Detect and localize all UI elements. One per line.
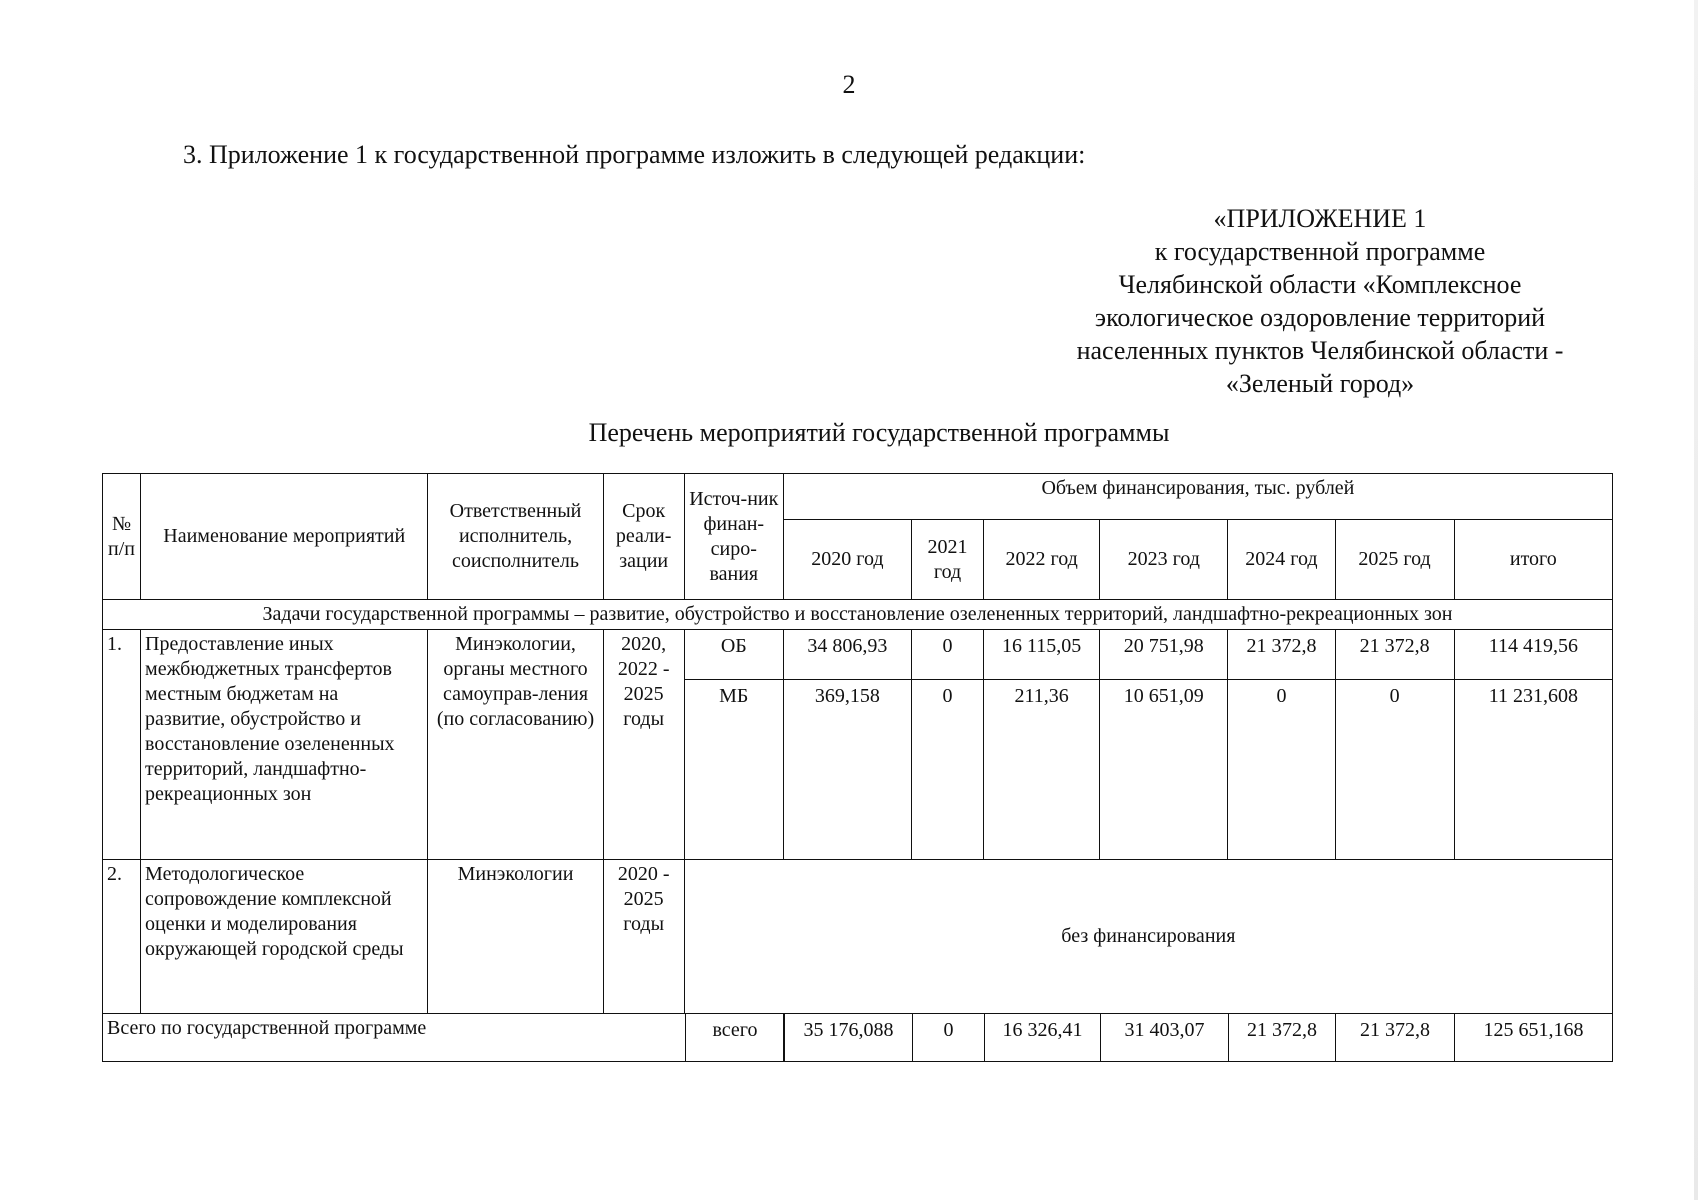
row1-mb-value: 11 231,608 <box>1454 680 1612 860</box>
appendix-line: населенных пунктов Челябинской области - <box>1076 336 1564 365</box>
row1-ob-value: 20 751,98 <box>1100 630 1228 680</box>
row1-executor: Минэкологии, органы местного самоуправ-ления (по согласованию) <box>428 630 603 860</box>
row1-ob-value: 0 <box>912 630 984 680</box>
header-num: № п/п <box>103 474 141 600</box>
row1-mb-value: 0 <box>1228 680 1335 860</box>
appendix-line: «Зеленый город» <box>1225 369 1415 398</box>
row1-mb-value: 211,36 <box>984 680 1100 860</box>
row1-ob-value: 16 115,05 <box>984 630 1100 680</box>
total-value: 125 651,168 <box>1455 1014 1613 1062</box>
activities-table <box>102 473 1613 1062</box>
row1-name: Предоставление иных межбюджетных трансфертов местным бюджетам на развитие, обустройство и восстановление озелененных территорий, ландшафтно-рекреационных зон <box>141 630 428 860</box>
row1-num: 1. <box>103 630 141 860</box>
header-year: 2025 год <box>1335 520 1454 600</box>
header-term: Срок реали-зации <box>603 474 684 600</box>
total-value: 21 372,8 <box>1229 1014 1336 1062</box>
total-value: 21 372,8 <box>1336 1014 1455 1062</box>
row1-source-mb: МБ <box>684 680 783 860</box>
header-year: 2020 год <box>783 520 911 600</box>
row2-executor: Минэкологии <box>428 860 603 1014</box>
total-label-text: Всего по государственной программе <box>107 1017 427 1039</box>
appendix-line: экологическое оздоровление территорий <box>1094 303 1546 332</box>
header-year: 2022 год <box>984 520 1100 600</box>
row2-no-financing: без финансирования <box>684 860 1612 1014</box>
header-year: 2023 год <box>1100 520 1228 600</box>
appendix-heading <box>1020 202 1620 400</box>
total-value: 16 326,41 <box>985 1014 1101 1062</box>
header-executor: Ответственный исполнитель, соисполнитель <box>428 474 603 600</box>
total-value: 31 403,07 <box>1101 1014 1229 1062</box>
row1-mb-value: 10 651,09 <box>1100 680 1228 860</box>
row1-ob-value: 21 372,8 <box>1228 630 1335 680</box>
header-name: Наименование мероприятий <box>141 474 428 600</box>
appendix-line: к государственной программе <box>1154 237 1486 266</box>
header-source: Источ-ник финан-сиро-вания <box>684 474 783 600</box>
header-year: 2024 год <box>1228 520 1335 600</box>
header-year: 2021 год <box>912 520 984 600</box>
row1-source-ob: ОБ <box>684 630 783 680</box>
row1-ob-value: 114 419,56 <box>1454 630 1612 680</box>
total-values-table <box>685 1013 1613 1062</box>
row2-num: 2. <box>103 860 141 1014</box>
row1-ob-value: 34 806,93 <box>783 630 911 680</box>
total-label <box>103 1014 784 1062</box>
header-total: итого <box>1454 520 1612 600</box>
scan-edge <box>1694 0 1698 1200</box>
appendix-line: «ПРИЛОЖЕНИЕ 1 <box>1213 204 1427 233</box>
list-title: Перечень мероприятий государственной программы <box>588 418 1170 447</box>
intro-paragraph: 3. Приложение 1 к государственной программе изложить в следующей редакции: <box>183 140 1086 169</box>
row1-mb-value: 0 <box>1335 680 1454 860</box>
row2-name: Методологическое сопровождение комплексной оценки и моделирования окружающей городской среды <box>141 860 428 1014</box>
row1-term: 2020, 2022 - 2025 годы <box>603 630 684 860</box>
tasks-row: Задачи государственной программы – развитие, обустройство и восстановление озелененных территорий, ландшафтно-рекреационных зон <box>103 600 1613 630</box>
row1-mb-value: 369,158 <box>783 680 911 860</box>
total-value: 0 <box>913 1014 985 1062</box>
row1-mb-value: 0 <box>912 680 984 860</box>
total-source: всего <box>686 1014 785 1062</box>
page-number: 2 <box>842 70 856 99</box>
header-volume: Объем финансирования, тыс. рублей <box>783 474 1612 520</box>
row2-term: 2020 - 2025 годы <box>603 860 684 1014</box>
total-value: 35 176,088 <box>785 1014 913 1062</box>
row1-ob-value: 21 372,8 <box>1335 630 1454 680</box>
appendix-line: Челябинской области «Комплексное <box>1118 270 1522 299</box>
